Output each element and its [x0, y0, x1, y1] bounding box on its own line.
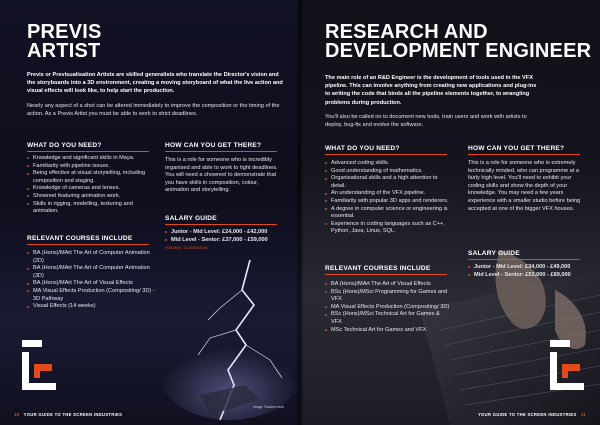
- footer-text: YOUR GUIDE TO THE SCREEN INDUSTRIES: [23, 412, 123, 417]
- list-item: Familiarity with pipeline issues.: [27, 163, 152, 171]
- footer: [14, 412, 122, 417]
- how-rule: [165, 151, 277, 152]
- salary-list: [165, 229, 290, 244]
- need-list: [325, 160, 453, 236]
- intro-bold: Previs or Previsualisation Artists are skilled generalists who translate the Director's vision and the storyboards into a 3D environment, creating a moving storyboard of what the live action and visual effects will look like, to help start the production.: [27, 72, 283, 95]
- intro-bold: The main role of an R&D Engineer is the development of tools used in the VFX pipeline. This can involve anything from creating new applications and plug-ins to writing the code that binds all the pipeline elements together, to wrangling problems during production.: [325, 75, 537, 106]
- how-text: This is a role for someone who is extremely technically minded, who can programme at a fairly high level. You'll need to exhibit your coding skills and show the depth of your knowledge. You may need a few years experience with a smaller studio before being accepted at one of the bigger VFX houses.: [468, 160, 581, 212]
- salary-rule: [468, 259, 580, 260]
- list-item: Knowledge of cameras and lenses.: [27, 185, 152, 193]
- intro-text: You'll also be called on to document new tools, train users and work with artists to deploy, bug-fix and evolve the software.: [325, 114, 527, 129]
- courses-rule: [27, 244, 149, 245]
- list-item: BSc (Hons)/MSci Programming for Games and VFX: [325, 289, 450, 304]
- intro-text: Nearly any aspect of a shot can be altered immediately to improve the composition or the timing of the action. As a Previs Artist you must be able to work to strict deadlines.: [27, 103, 280, 118]
- right-page: [300, 0, 600, 425]
- salary-heading: SALARY GUIDE: [165, 215, 217, 222]
- need-heading: WHAT DO YOU NEED?: [325, 145, 400, 152]
- need-heading: WHAT DO YOU NEED?: [27, 142, 102, 149]
- list-item: Skills in rigging, modelling, texturing and animation.: [27, 201, 152, 216]
- list-item: A degree in computer science or engineering is essential.: [325, 206, 453, 221]
- page-title-line1: PREVIS: [27, 21, 102, 43]
- college-logo-icon: [548, 340, 588, 392]
- courses-heading: RELEVANT COURSES INCLUDE: [325, 265, 431, 272]
- courses-list: [325, 281, 450, 334]
- courses-list: [27, 250, 155, 311]
- salary-item: Junior - Mid Level: £34,000 - £49,000: [468, 264, 596, 272]
- list-item: Knowledge and significant skills in Maya.: [27, 155, 152, 163]
- page-title-line2: DEVELOPMENT ENGINEER: [325, 40, 592, 62]
- salary-rule: [165, 224, 277, 225]
- list-item: Visual Effects (14 weeks): [27, 303, 155, 311]
- salary-heading: SALARY GUIDE: [468, 250, 520, 257]
- footer: [478, 412, 586, 417]
- how-rule: [468, 154, 580, 155]
- college-logo-icon: [20, 340, 60, 392]
- salary-list: [468, 264, 596, 279]
- list-item: BA (Hons)/MArt The Art of Computer Animation (2D): [27, 250, 155, 265]
- how-heading: HOW CAN YOU GET THERE?: [165, 142, 262, 149]
- page-title-line1: RESEARCH AND: [325, 21, 488, 43]
- list-item: MA Visual Effects Production (Compositing/ 3D) - 3D Pathway: [27, 288, 155, 303]
- list-item: Experience in coding languages such as C++, Python, Java, Linux, SQL.: [325, 221, 453, 236]
- list-item: Familiarity with popular 3D apps and renderers.: [325, 198, 453, 206]
- list-item: BA (Hons)/MArt The Art of Visual Effects: [27, 280, 155, 288]
- salary-item: Junior - Mid Level: £24,000 - £42,000: [165, 229, 290, 237]
- courses-heading: RELEVANT COURSES INCLUDE: [27, 235, 133, 242]
- image-caption: Image: Student work: [253, 405, 285, 409]
- list-item: Being effective at visual storytelling, including composition and staging.: [27, 170, 152, 185]
- lightning-illustration: [150, 260, 300, 420]
- need-rule: [325, 154, 447, 155]
- how-heading: HOW CAN YOU GET THERE?: [468, 145, 565, 152]
- list-item: MSc Technical Art for Games and VFX: [325, 327, 450, 335]
- list-item: Showreel featuring animation work.: [27, 193, 152, 201]
- list-item: Good understanding of mathematics.: [325, 168, 453, 176]
- list-item: BSc (Hons)/MSci Technical Art for Games & VFX: [325, 311, 450, 326]
- page-number: 11: [580, 412, 586, 417]
- need-rule: [27, 151, 149, 152]
- list-item: An understanding of the VFX pipeline.: [325, 190, 453, 198]
- book-spine: [296, 0, 304, 425]
- list-item: MA Visual Effects Production (Compositing/ 3D): [325, 304, 450, 312]
- need-list: [27, 155, 152, 216]
- courses-rule: [325, 274, 447, 275]
- salary-item: Mid Level - Senior: £37,000 - £59,000: [165, 237, 290, 245]
- salary-source: (SOURCE: CLASSROOM): [165, 246, 208, 250]
- how-text: This is a role for someone who is incredibly organised and able to work to tight deadlines. You will need a showreel to demonstrate that you have skills in composition, colour, animation and storytelling.: [165, 157, 278, 194]
- salary-item: Mid Level - Senior: £53,000 - £89,000: [468, 272, 596, 280]
- page-title-line2: ARTIST: [27, 40, 101, 62]
- footer-text: YOUR GUIDE TO THE SCREEN INDUSTRIES: [477, 412, 577, 417]
- page-number: 10: [14, 412, 20, 417]
- list-item: Advanced coding skills.: [325, 160, 453, 168]
- list-item: Organisational skills and a high attention to detail.: [325, 175, 453, 190]
- list-item: BA (Hons)/MArt The Art of Visual Effects: [325, 281, 450, 289]
- list-item: BA (Hons)/MArt The Art of Computer Animation (3D): [27, 265, 155, 280]
